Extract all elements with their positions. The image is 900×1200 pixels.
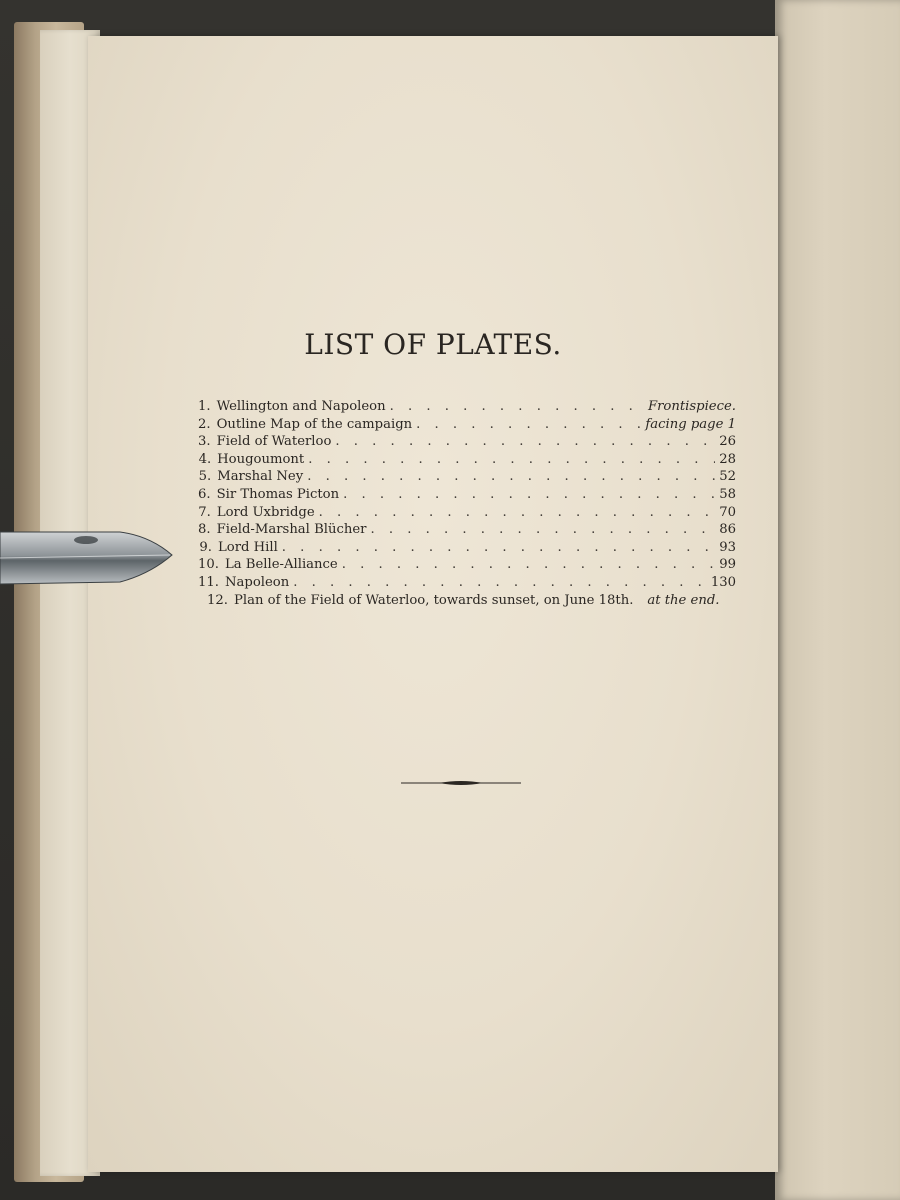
plate-number: 6. xyxy=(198,486,211,502)
page-title: LIST OF PLATES. xyxy=(304,328,562,361)
leader-dots xyxy=(307,469,715,484)
plate-row xyxy=(198,557,736,575)
leader-dots xyxy=(335,434,715,449)
plate-row xyxy=(198,452,736,470)
leader-dots xyxy=(319,505,716,520)
plate-number: 10. xyxy=(198,557,219,573)
plate-name: Plan of the Field of Waterloo, towards sunset, on June 18th. xyxy=(234,592,634,608)
plate-number: 8. xyxy=(198,522,211,538)
plate-page-ref: 26 xyxy=(719,434,736,450)
letter-opener-icon xyxy=(0,518,180,598)
leader-dots xyxy=(343,487,715,502)
leader-dots xyxy=(416,417,641,432)
plate-page-ref: 52 xyxy=(719,469,736,485)
plate-row xyxy=(198,469,736,487)
plate-number: 4. xyxy=(198,451,212,467)
plate-row xyxy=(198,487,736,505)
plate-name: La Belle-Alliance xyxy=(224,557,338,573)
plate-page-ref: 86 xyxy=(719,522,736,538)
next-page-edge xyxy=(775,0,900,1200)
plate-name: Wellington and Napoleon xyxy=(216,399,386,414)
leader-dots xyxy=(308,452,715,467)
plate-row xyxy=(198,399,736,417)
leader-dots xyxy=(370,522,715,537)
plate-number: 9. xyxy=(199,539,212,555)
plate-row xyxy=(198,593,736,611)
leader-dots xyxy=(342,557,716,572)
plate-page-ref: 99 xyxy=(719,557,736,573)
leader-dots xyxy=(282,540,715,555)
plate-page-ref: 70 xyxy=(719,504,736,520)
plate-name: Outline Map of the campaign xyxy=(216,416,413,432)
plate-name: Sir Thomas Picton xyxy=(216,486,340,502)
leader-dots xyxy=(390,399,644,414)
plate-row xyxy=(198,540,736,558)
leader-dots xyxy=(293,575,707,590)
plate-page-ref: Frontispiece. xyxy=(647,399,736,414)
plate-name: Field of Waterloo xyxy=(216,434,332,450)
plate-page-ref: 93 xyxy=(719,539,736,555)
plate-row xyxy=(198,434,736,452)
plate-page-ref: facing page 1 xyxy=(645,416,736,432)
plate-name: Napoleon xyxy=(224,574,290,590)
plate-number: 2. xyxy=(198,416,211,432)
plate-row xyxy=(198,505,736,523)
plate-row xyxy=(198,522,736,540)
plate-number: 7. xyxy=(198,504,211,520)
plates-list xyxy=(198,399,736,610)
book-page xyxy=(88,36,778,1172)
plate-number: 3. xyxy=(198,434,211,450)
plate-name: Field-Marshal Blücher xyxy=(216,522,367,538)
plate-page-ref: 58 xyxy=(719,486,736,502)
plate-name: Lord Uxbridge xyxy=(216,504,315,520)
plate-page-ref: 28 xyxy=(719,451,736,467)
plate-name: Marshal Ney xyxy=(217,469,304,485)
plate-row xyxy=(198,417,736,435)
plate-number: 11. xyxy=(198,574,219,590)
plate-number: 12. xyxy=(207,592,228,608)
plate-row xyxy=(198,575,736,593)
horizontal-rule-ornament-icon xyxy=(401,778,521,788)
plate-page-ref: at the end. xyxy=(647,592,720,608)
plate-page-ref: 130 xyxy=(710,574,736,590)
plate-number: 1. xyxy=(198,399,211,414)
plate-number: 5. xyxy=(198,469,212,485)
plate-name: Lord Hill xyxy=(218,539,278,555)
plate-name: Hougoumont xyxy=(217,451,305,467)
